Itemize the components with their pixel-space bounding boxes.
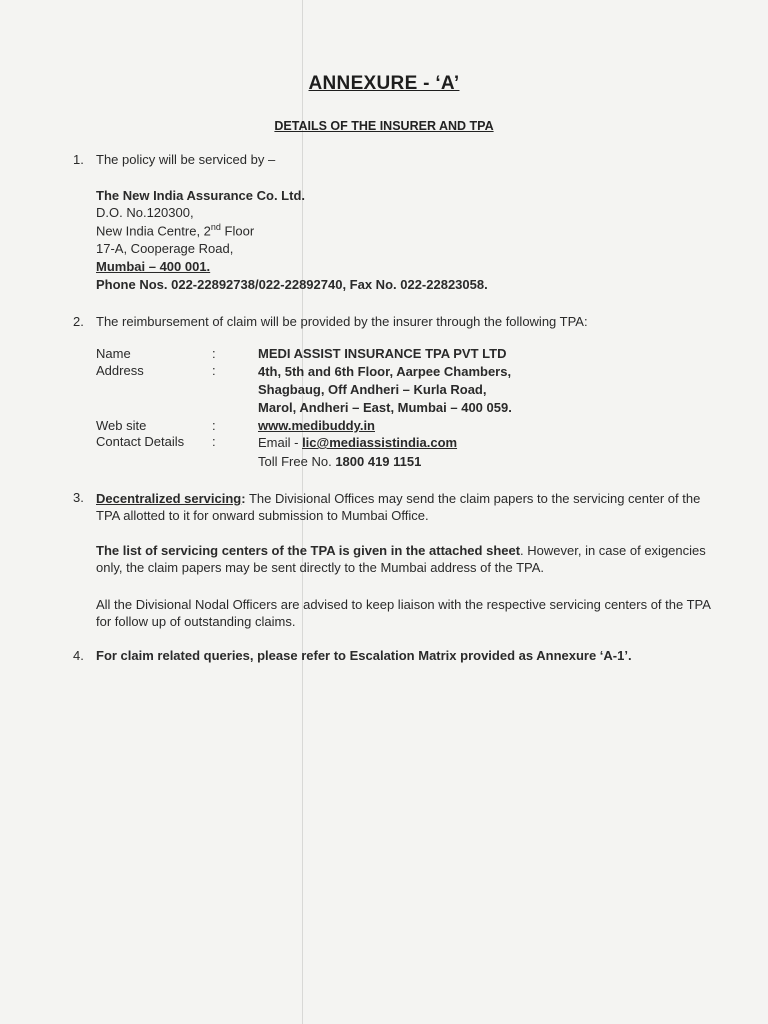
item-3-paragraph-3: All the Divisional Nodal Officers are advised to keep liaison with the respective servicing centers of the TPA for follow up of outstanding claims.: [96, 597, 711, 629]
page-title: ANNEXURE - ‘A’: [308, 73, 460, 94]
tpa-name-colon: :: [212, 346, 216, 361]
item-2-text: The reimbursement of claim will be provided by the insurer through the following TPA:: [96, 314, 588, 329]
page-subtitle: DETAILS OF THE INSURER AND TPA: [274, 119, 494, 133]
tpa-address-line-1: 4th, 5th and 6th Floor, Aarpee Chambers,: [258, 364, 512, 379]
tpa-tollfree-prefix: Toll Free No.: [258, 454, 336, 469]
tpa-name-label: Name: [96, 346, 131, 361]
item-4-number: 4.: [73, 648, 84, 663]
tpa-address-colon: :: [212, 363, 216, 378]
tpa-address-line-2: Shagbaug, Off Andheri – Kurla Road,: [258, 382, 487, 397]
insurer-road: 17-A, Cooperage Road,: [96, 241, 234, 256]
item-3-paragraph-1: [96, 490, 711, 524]
tpa-tollfree-line: [258, 454, 421, 469]
item-3-text: The Divisional Offices may send the claim papers to the servicing center of the TPA allotted to it for onward submission to Mumbai Office.: [96, 491, 701, 523]
tpa-contact-label: Contact Details: [96, 434, 185, 449]
item-3-paragraph-2: [96, 542, 711, 576]
item-4-text: For claim related queries, please refer to Escalation Matrix provided as Annexure ‘A-1’.: [96, 648, 632, 663]
tpa-contact-colon: :: [212, 434, 216, 449]
tpa-address-label: Address: [96, 363, 144, 378]
item-1-text: The policy will be serviced by –: [96, 152, 276, 167]
tpa-email-prefix: Email -: [258, 435, 303, 450]
tpa-email-link[interactable]: lic@mediassistindia.com: [302, 435, 458, 450]
insurer-centre-sup: nd: [210, 222, 221, 232]
item-3-para2-bold: The list of servicing centers of the TPA is given in the attached sheet: [96, 543, 521, 558]
tpa-website-link[interactable]: www.medibuddy.in: [258, 418, 375, 433]
insurer-centre-text: New India Centre, 2: [96, 223, 211, 239]
tpa-tollfree-number: 1800 419 1151: [335, 454, 422, 469]
insurer-do-number: D.O. No.120300,: [96, 205, 194, 220]
insurer-company-name: The New India Assurance Co. Ltd.: [96, 188, 305, 203]
item-3-para2-text: . However, in case of exigencies only, the claim papers may be sent directly to the Mumbai address of the TPA.: [96, 543, 706, 575]
tpa-name-value: MEDI ASSIST INSURANCE TPA PVT LTD: [258, 346, 507, 361]
tpa-website-label: Web site: [96, 418, 147, 433]
item-3-heading: Decentralized servicing: [96, 491, 242, 506]
insurer-phone: Phone Nos. 022-22892738/022-22892740, Fax No. 022-22823058.: [96, 277, 488, 292]
item-3-number: 3.: [73, 490, 84, 505]
item-1-number: 1.: [73, 152, 84, 167]
item-2-number: 2.: [73, 314, 84, 329]
tpa-address-line-3: Marol, Andheri – East, Mumbai – 400 059.: [258, 400, 512, 415]
item-3-heading-colon: :: [241, 491, 246, 506]
insurer-centre-suffix: Floor: [220, 223, 255, 239]
tpa-email-line: [258, 435, 457, 450]
tpa-website-colon: :: [212, 418, 216, 433]
insurer-city: Mumbai – 400 001.: [96, 259, 211, 274]
insurer-centre: [96, 222, 254, 238]
